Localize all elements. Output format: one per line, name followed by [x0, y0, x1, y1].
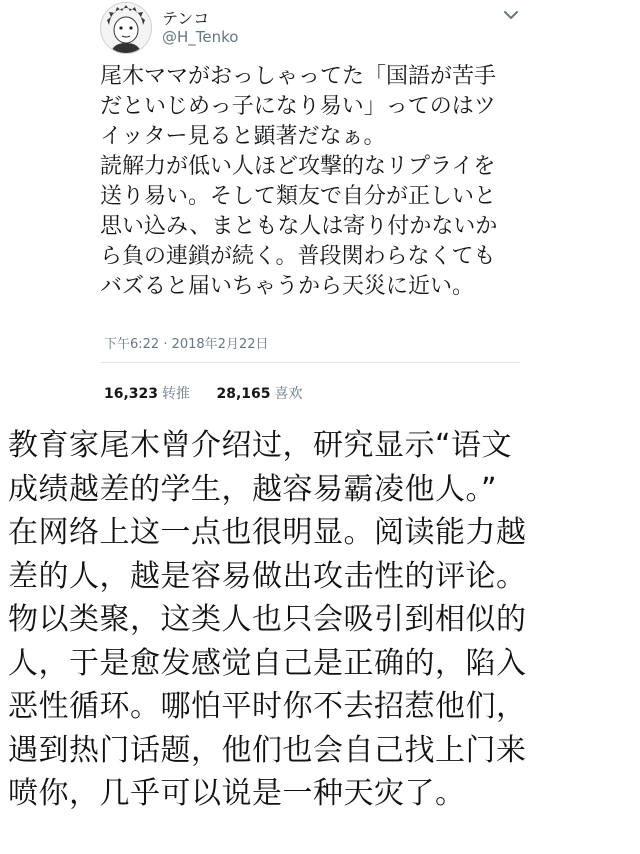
- avatar[interactable]: [100, 2, 152, 54]
- user-handle[interactable]: @H_Tenko: [162, 28, 239, 46]
- tweet-stats: [104, 383, 325, 403]
- like-count: 28,165: [216, 386, 271, 402]
- retweet-label: 转推: [162, 386, 191, 402]
- like-label: 喜欢: [274, 386, 303, 402]
- tweet-card: [0, 0, 640, 420]
- divider: [100, 362, 520, 363]
- retweet-stat[interactable]: [104, 383, 190, 403]
- retweet-count: 16,323: [104, 386, 159, 402]
- tweet-timestamp[interactable]: 下午6:22 · 2018年2月22日: [104, 337, 269, 352]
- translation-text: 教育家尾木曾介绍过，研究显示“语文 成绩越差的学生，越容易霸凌他人。” 在网络上这一点也很明显。阅读能力越 差的人，越是容易做出攻击性的评论。 物以类聚，这类人也只会吸引到相似的 人，于是愈发感觉自己是正确的，陷入 恶性循环。哪怕平时你不去招惹他们， 遇到热门话题，他们也会自己找上门来 喷你，几乎可以说是一种天灾了。: [8, 428, 527, 811]
- chevron-down-icon[interactable]: [500, 4, 522, 26]
- display-name[interactable]: テンコ: [162, 9, 210, 28]
- like-stat[interactable]: [216, 383, 302, 403]
- avatar-illustration: [101, 3, 151, 53]
- tweet-text: 尾木ママがおっしゃってた「国語が苦手 だといじめっ子になり易い」ってのはツ イッター見ると顕著だなぁ。 読解力が低い人ほど攻撃的なリプライを 送り易い。そして類友で自分が正しいと 思い込み、まともな人は寄り付かないか ら負の連鎖が続く。普段関わらなくても バズると届いちゃうから天災に近い。: [100, 64, 498, 299]
